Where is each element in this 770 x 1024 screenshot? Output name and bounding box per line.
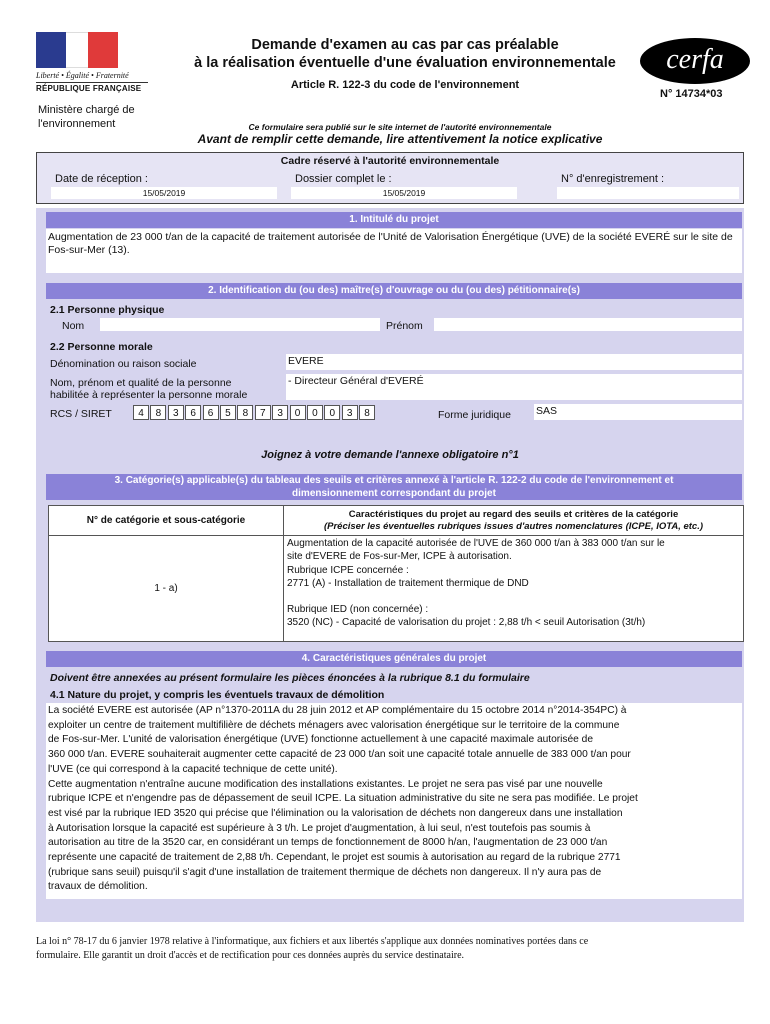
physical-person-title: 2.1 Personne physique [50, 304, 165, 316]
project-nature-line: La société EVERE est autorisée (AP n°1370-2011A du 28 juin 2012 et AP complémentaire du 15 octobre 2014 n°2014-354PC) à [48, 705, 627, 716]
characteristics-value[interactable] [284, 536, 744, 642]
section2-title: 2. Identification du (ou des) maître(s) d'ouvrage ou du (ou des) pétitionnaire(s) [46, 283, 742, 299]
characteristics-line: 3520 (NC) - Capacité de valorisation du projet : 2,88 t/h < seuil Autorisation (3t/h) [287, 617, 646, 629]
project-nature-line: représente une capacité de traitement de 2,88 t/h. Cependant, le projet est soumis à autorisation au regard de la rubrique 2771 [48, 852, 621, 864]
project-nature-line: à Autorisation lorsque la capacité est supérieure à 3 t/h. Le projet d'augmentation, à lui seul, n'est toutefois pas soumis à [48, 822, 591, 834]
project-title-text: Augmentation de 23 000 t/an de la capacité de traitement autorisée de l'Unité de Valorisation Énergétique (UVE) de la société EVERÉ sur le site de Fos-sur-Mer (13). [48, 231, 733, 256]
characteristics-line: Rubrique IED (non concernée) : [287, 604, 429, 616]
notice-warning: Avant de remplir cette demande, lire attentivement la notice explicative [197, 132, 603, 146]
project-title-field[interactable] [46, 229, 742, 273]
project-nature-line: 360 000 t/an. EVERE souhaiterait augmenter cette capacité de 23 000 t/an soit une capacité totale annuelle de 383 000 t/an pour [48, 749, 631, 761]
section3-title: 3. Catégorie(s) applicable(s) du tableau des seuils et critères annexé à l'article R. 122-2 du code de l'environnement et dimensionnement correspondant du projet [46, 474, 742, 500]
siret-digit[interactable]: 0 [290, 405, 306, 420]
section1-title: 1. Intitulé du projet [46, 212, 742, 228]
publication-note: Ce formulaire sera publié sur le site internet de l'autorité environnementale [248, 122, 552, 132]
project-nature-line: Cette augmentation n'entraîne aucune modification des installations existantes. Le projet ne sera pas visé par une nouvelle [48, 778, 603, 790]
nom-label: Nom [62, 320, 85, 332]
cerfa-number: N° 14734*03 [660, 88, 723, 100]
annex-required-note: Joignez à votre demande l'annexe obligatoire n°1 [261, 449, 519, 461]
section4-subtitle: 4.1 Nature du projet, y compris les éventuels travaux de démolition [50, 689, 385, 701]
nom-field[interactable] [100, 318, 380, 331]
siret-digit[interactable]: 3 [168, 405, 184, 420]
cerfa-logo: cerfa [640, 38, 750, 84]
siret-digit[interactable]: 0 [324, 405, 340, 420]
characteristics-line: 2771 (A) - Installation de traitement thermique de DND [287, 577, 529, 589]
representative-field[interactable] [286, 374, 742, 400]
project-nature-field[interactable] [46, 703, 742, 899]
siret-digit[interactable]: 6 [185, 405, 201, 420]
prenom-label: Prénom [386, 320, 423, 332]
siret-digit[interactable]: 8 [237, 405, 253, 420]
representative-label: Nom, prénom et qualité de la personne habilitée à représenter la personne morale [50, 377, 248, 401]
representative-value: - Directeur Général d'EVERÉ [288, 375, 424, 387]
siret-digit[interactable]: 7 [255, 405, 271, 420]
project-nature-line: est visé par la rubrique IED 3520 qui précise que l'élimination ou la valorisation de déchets non dangereux dans une installation [48, 807, 623, 819]
registration-field[interactable] [557, 187, 739, 199]
characteristics-col-header: Caractéristiques du projet au regard des seuils et critères de la catégorie (Préciser les éventuelles rubriques issues d'autres nomenclatures (ICPE, IOTA, etc.) [284, 506, 744, 536]
prenom-field[interactable] [434, 318, 742, 331]
forme-field[interactable] [534, 404, 742, 420]
project-nature-text [48, 704, 742, 895]
project-nature-line: de Fos-sur-Mer. L'unité de valorisation énergétique (UVE) fonctionne actuellement à une capacité maximale autorisée de [48, 734, 594, 746]
project-nature-line: (rubrique sans seuil) puisqu'il s'agit d'une installation de traitement thermique de déchets non dangereux. Il n'y aura pas de [48, 866, 602, 878]
category-col-header: N° de catégorie et sous-catégorie [49, 506, 284, 536]
complete-date-field[interactable]: 15/05/2019 [291, 187, 517, 199]
form-title: Demande d'examen au cas par cas préalable à la réalisation éventuelle d'une évaluation environnementale [194, 37, 616, 71]
characteristics-line [287, 590, 742, 603]
siret-digit[interactable]: 6 [203, 405, 219, 420]
category-table [48, 505, 744, 642]
category-value[interactable]: 1 - a) [49, 536, 284, 642]
siret-digit[interactable]: 3 [342, 405, 358, 420]
project-nature-line: travaux de démolition. [48, 881, 148, 893]
project-nature-line: exploiter un centre de traitement multifilière de déchets ménagers avec valorisation énergétique sur le territoire de la commune [48, 719, 620, 731]
siret-digit[interactable]: 4 [133, 405, 149, 420]
article-reference: Article R. 122-3 du code de l'environnement [290, 79, 520, 91]
denomination-field[interactable] [286, 354, 742, 370]
siret-digit[interactable]: 8 [359, 405, 375, 420]
reserved-header: Cadre réservé à l'autorité environnementale [280, 155, 500, 167]
reception-date-field[interactable]: 15/05/2019 [51, 187, 277, 199]
republic-name: RÉPUBLIQUE FRANÇAISE [36, 82, 148, 93]
forme-value: SAS [536, 405, 558, 417]
siret-digit[interactable]: 8 [150, 405, 166, 420]
characteristics-line: Augmentation de la capacité autorisée de l'UVE de 360 000 t/an à 383 000 t/an sur le [287, 538, 665, 549]
forme-label: Forme juridique [438, 409, 511, 421]
complete-date-label: Dossier complet le : [295, 173, 392, 185]
rcs-label: RCS / SIRET [50, 408, 112, 420]
project-nature-line: autorisation au titre de la 3520 car, en considérant un temps de fonctionnement de 8000 h/an, l'augmentation de 23 000 t/an [48, 837, 608, 849]
siret-digit[interactable]: 0 [307, 405, 323, 420]
section4-annex-note: Doivent être annexées au présent formulaire les pièces énoncées à la rubrique 8.1 du formulaire [50, 672, 530, 684]
marianne-flag-icon [36, 32, 118, 68]
reserved-authority-box [36, 152, 744, 204]
section4-title: 4. Caractéristiques générales du projet [46, 651, 742, 667]
moral-person-title: 2.2 Personne morale [50, 341, 153, 353]
ministry-label: Ministère chargé de l'environnement [38, 104, 135, 130]
siret-digit[interactable]: 3 [272, 405, 288, 420]
registration-label: N° d'enregistrement : [561, 173, 665, 185]
reception-date-label: Date de réception : [55, 173, 148, 185]
republic-motto: Liberté • Égalité • Fraternité [36, 71, 129, 80]
project-nature-line: l'UVE (ce qui correspond à la capacité technique de cette unité). [48, 763, 338, 775]
siret-digit-boxes [133, 405, 376, 420]
privacy-footer: La loi n° 78-17 du 6 janvier 1978 relative à l'informatique, aux fichiers et aux libertés s'applique aux données nominatives portées dans ce formulaire. Elle garantit un droit d'accès et de rectification pour ces données auprès du service destinataire. [36, 936, 589, 961]
characteristics-line: site d'EVERE de Fos-sur-Mer, ICPE à autorisation. [287, 551, 512, 563]
characteristics-line: Rubrique ICPE concernée : [287, 564, 409, 576]
denomination-value: EVERE [288, 355, 324, 367]
siret-digit[interactable]: 5 [220, 405, 236, 420]
denomination-label: Dénomination ou raison sociale [50, 358, 197, 370]
marianne-logo [36, 32, 148, 93]
project-nature-line: rubrique ICPE et n'engendre pas de dépassement de seuil ICPE. La situation administrative du site ne sera pas modifiée. Le projet [48, 793, 638, 805]
